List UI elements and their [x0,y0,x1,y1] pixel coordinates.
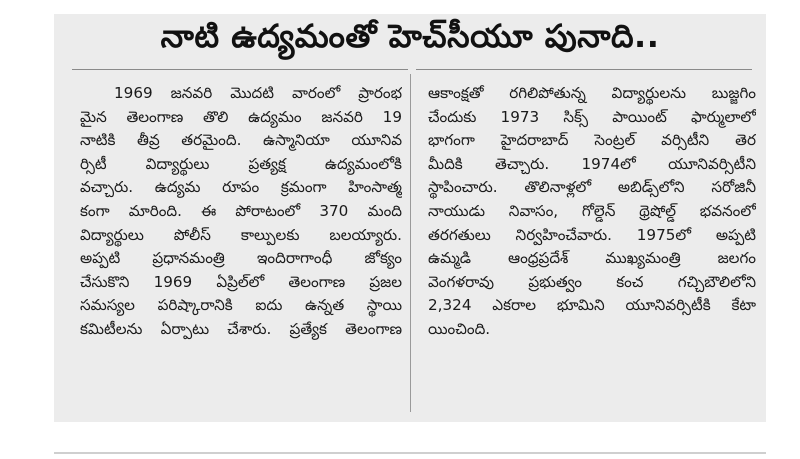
text-line: స్థాపించారు. తొలినాళ్లలో అబిడ్స్‌లోని సరోజినీ [428,178,756,197]
text-line: 2,324 ఎకరాల భూమిని యూనివర్సిటీకి కేటా [428,296,756,315]
text-line: మైన తెలంగాణ తొలి ఉద్యమం జనవరి 19 [80,107,402,126]
text-line: సమస్యల పరిష్కారానికి ఐదు ఉన్నత స్థాయి [80,296,402,315]
text-line: వెంగళరావు ప్రభుత్వం కంచ గచ్చిబౌలిలోని [428,272,756,291]
headline: నాటి ఉద్యమంతో హెచ్‌సీయూ పునాది.. [160,17,660,55]
text-line: చేసుకొని 1969 ఏప్రిల్‌లో తెలంగాణ ప్రజల [80,272,402,291]
text-line: నాటికి తీవ్ర తరమైంది. ఉస్మానియా యూనివ [80,131,402,150]
text-line: చేందుకు 1973 సిక్స్ పాయింట్ ఫార్ములాలో [428,107,756,126]
text-line: తరగతులు నిర్వహించేవారు. 1975లో అప్పటి [428,225,756,244]
headline-rule-right [416,69,752,70]
text-line: 1969 జనవరి మొదటి వారంలో ప్రారంభ [114,84,402,102]
newspaper-clipping [54,14,766,422]
text-line: నాయుడు నివాసం, గోల్డెన్ థ్రెషోల్డ్ భవనంలో [428,201,756,220]
headline-rule-left [72,69,408,70]
text-line: మీదికి తెచ్చారు. 1974లో యూనివర్సిటీని [428,154,756,173]
text-line: భాగంగా హైదరాబాద్ సెంట్రల్ వర్సిటీని తెర [428,131,756,150]
page-bottom-rule [54,452,766,454]
right-column [428,82,756,342]
text-line: విద్యార్థులు పోలీస్ కాల్పులకు బలయ్యారు. [80,225,402,244]
text-line: యించింది. [428,319,491,338]
left-column [80,82,402,342]
text-line: ఆకాంక్షతో రగిలిపోతున్న విద్యార్థులను బుజ్జగిం [428,84,756,102]
text-line: ఉమ్మడి ఆంధ్రప్రదేశ్ ముఖ్యమంత్రి జలగం [428,249,756,268]
text-line: అప్పటి ప్రధానమంత్రి ఇందిరాగాంధీ జోక్యం [80,249,402,268]
text-line: వచ్చారు. ఉద్యమ రూపం క్రమంగా హింసాత్మ [80,178,402,197]
column-divider [410,74,411,412]
text-line: కమిటీలను ఏర్పాటు చేశారు. ప్రత్యేక తెలంగాణ [80,319,402,338]
text-line: ర్సిటీ విద్యార్థులు ప్రత్యక్ష ఉద్యమంలోకి [80,154,402,173]
text-line: కంగా మారింది. ఈ పోరాటంలో 370 మంది [80,201,402,220]
